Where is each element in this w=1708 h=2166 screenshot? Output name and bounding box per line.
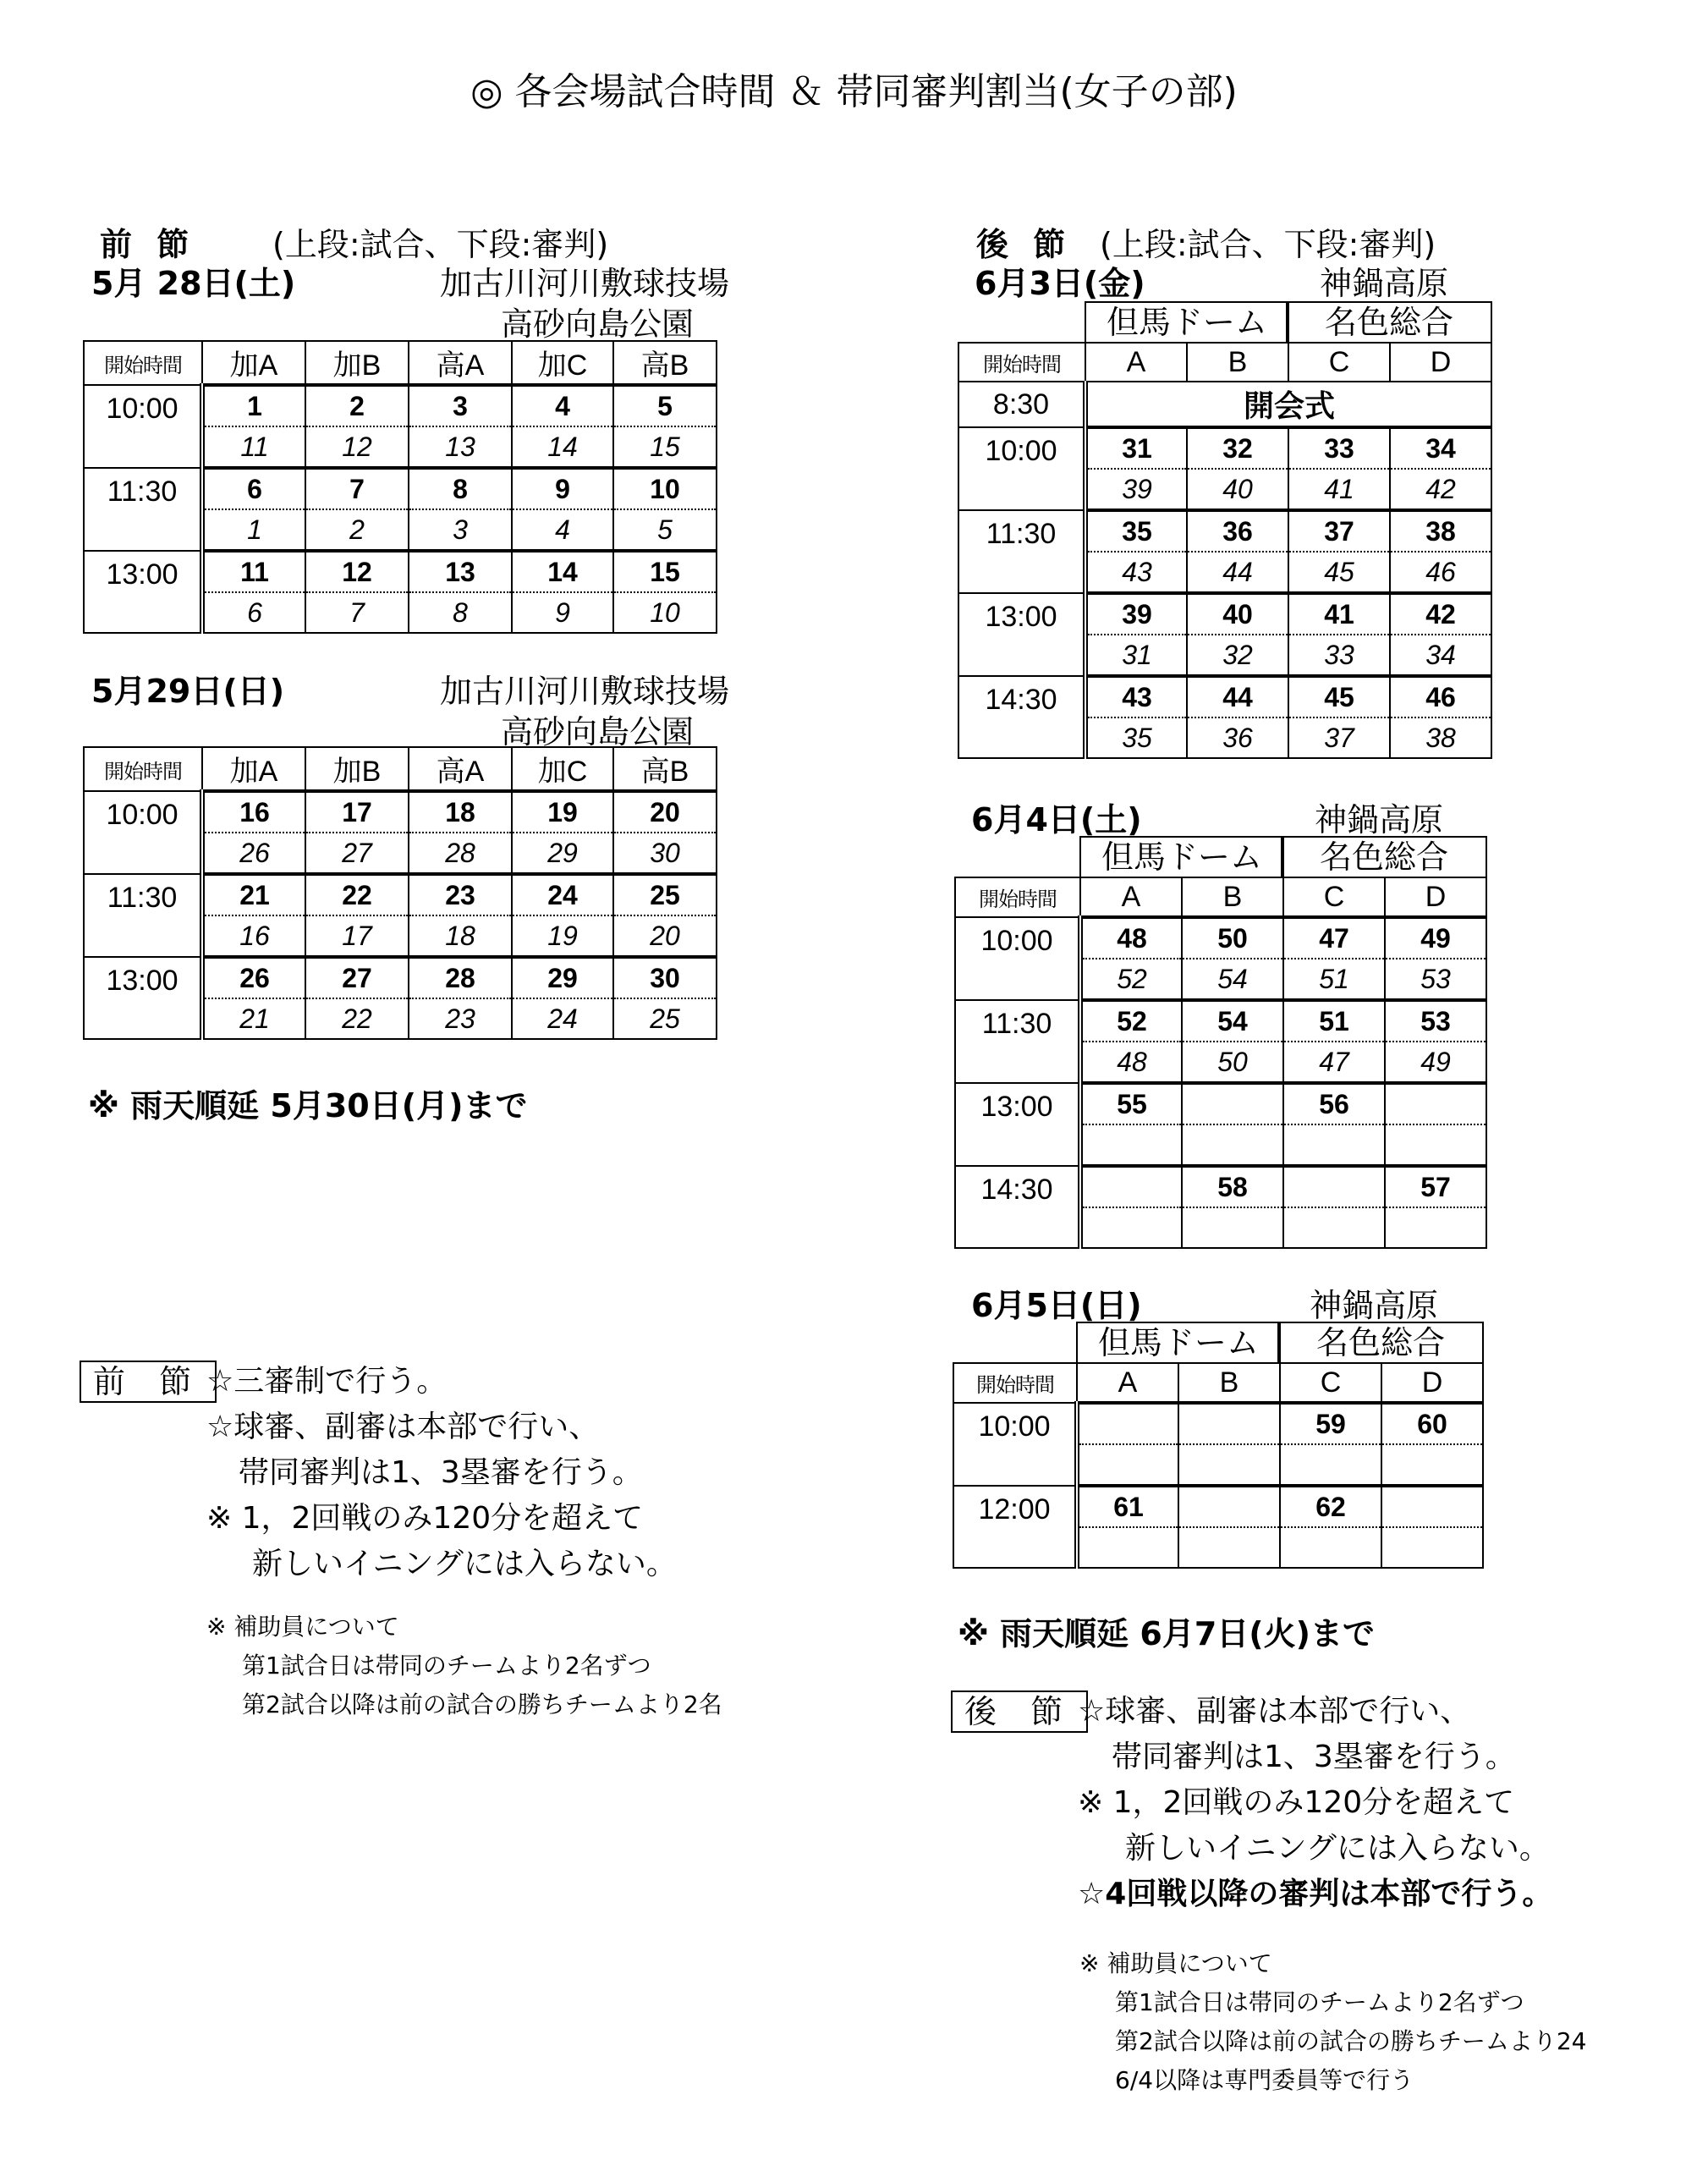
ref-cell [1080, 1124, 1182, 1166]
game-cell: 21 [202, 874, 305, 915]
ref-cell [1280, 1527, 1381, 1568]
kousetsu-day3-venue: 神鍋高原 [1310, 1287, 1439, 1324]
game-cell: 32 [1187, 427, 1288, 469]
venue-header-meishiki: 名色総合 [1286, 301, 1492, 342]
ref-cell: 46 [1390, 552, 1491, 593]
game-cell: 38 [1390, 510, 1491, 552]
game-cell: 54 [1182, 1000, 1283, 1042]
ref-cell [1178, 1527, 1280, 1568]
zensetsu-day1-venue2: 高砂向島公園 [501, 305, 695, 343]
game-cell: 51 [1283, 1000, 1385, 1042]
zensetsu-assist: 第2試合以降は前の試合の勝ちチームより2名 [242, 1690, 722, 1718]
game-cell: 20 [613, 791, 717, 833]
game-cell [1077, 1403, 1178, 1444]
zensetsu-note: (上段:試合、下段:審判) [272, 226, 609, 263]
time-cell: 10:00 [955, 917, 1080, 1000]
game-cell [1182, 1083, 1283, 1124]
ref-cell: 3 [409, 509, 512, 551]
kousetsu-day1-date: 6月3日(金) [975, 265, 1145, 302]
ref-cell: 50 [1182, 1042, 1283, 1083]
ref-cell: 19 [512, 915, 613, 957]
ref-cell: 25 [613, 998, 717, 1039]
zensetsu-label: 前 節 [80, 1361, 217, 1403]
header-start-time: 開始時間 [958, 343, 1085, 382]
ref-cell: 22 [305, 998, 409, 1039]
header-field: D [1385, 877, 1486, 917]
game-cell: 43 [1085, 676, 1187, 717]
ref-cell: 26 [202, 833, 305, 874]
game-cell: 2 [305, 385, 409, 426]
game-cell: 10 [613, 468, 717, 509]
game-cell: 57 [1385, 1166, 1486, 1207]
header-field: C [1283, 877, 1385, 917]
time-cell: 11:30 [958, 510, 1085, 593]
header-field: C [1288, 343, 1390, 382]
game-cell: 7 [305, 468, 409, 509]
game-cell: 40 [1187, 593, 1288, 635]
game-cell: 15 [613, 551, 717, 592]
game-cell: 1 [202, 385, 305, 426]
game-cell: 24 [512, 874, 613, 915]
kousetsu-label: 後 節 [951, 1690, 1088, 1733]
ref-cell [1077, 1527, 1178, 1568]
header-field: B [1178, 1363, 1280, 1403]
game-cell: 50 [1182, 917, 1283, 959]
ref-cell: 23 [409, 998, 512, 1039]
ref-cell: 27 [305, 833, 409, 874]
game-cell: 62 [1280, 1486, 1381, 1527]
page-title: ◎ 各会場試合時間 ＆ 帯同審判割当(女子の部) [470, 70, 1238, 113]
kousetsu-rule: ☆4回戦以降の審判は本部で行う。 [1078, 1877, 1553, 1911]
kousetsu-heading: 後 節 [976, 226, 1073, 263]
game-cell [1080, 1166, 1182, 1207]
game-cell: 13 [409, 551, 512, 592]
game-cell: 35 [1085, 510, 1187, 552]
ref-cell: 33 [1288, 635, 1390, 676]
game-cell: 41 [1288, 593, 1390, 635]
ref-cell [1182, 1207, 1283, 1248]
header-start-time: 開始時間 [955, 877, 1080, 917]
kousetsu-day1-venue: 神鍋高原 [1320, 265, 1449, 302]
venue-header-meishiki: 名色総合 [1277, 1322, 1484, 1362]
game-cell: 30 [613, 957, 717, 998]
zensetsu-rule: ☆三審制で行う。 [206, 1364, 448, 1399]
ref-cell: 1 [202, 509, 305, 551]
zensetsu-day2-date: 5月29日(日) [91, 673, 285, 710]
game-cell: 5 [613, 385, 717, 426]
ref-cell: 30 [613, 833, 717, 874]
game-cell: 59 [1280, 1403, 1381, 1444]
header-field: D [1381, 1363, 1483, 1403]
game-cell: 12 [305, 551, 409, 592]
zensetsu-rule: ☆球審、副審は本部で行い、 [206, 1410, 600, 1444]
ref-cell: 39 [1085, 469, 1187, 510]
header-start-time: 開始時間 [84, 341, 202, 385]
game-cell: 55 [1080, 1083, 1182, 1124]
ref-cell: 47 [1283, 1042, 1385, 1083]
game-cell: 22 [305, 874, 409, 915]
time-cell: 11:30 [84, 874, 202, 957]
ref-cell: 40 [1187, 469, 1288, 510]
kousetsu-assist: 6/4以降は専門委員等で行う [1115, 2066, 1414, 2094]
kousetsu-rule: ※ 1，2回戦のみ120分を超えて [1078, 1785, 1515, 1820]
ref-cell [1283, 1207, 1385, 1248]
ref-cell: 21 [202, 998, 305, 1039]
header-field: 高B [613, 341, 717, 385]
ref-cell: 14 [512, 426, 613, 468]
game-cell: 18 [409, 791, 512, 833]
game-cell: 36 [1187, 510, 1288, 552]
time-cell: 11:30 [955, 1000, 1080, 1083]
game-cell: 49 [1385, 917, 1486, 959]
zensetsu-rule: 帯同審判は1、3塁審を行う。 [239, 1455, 643, 1490]
ref-cell: 11 [202, 426, 305, 468]
game-cell: 52 [1080, 1000, 1182, 1042]
time-cell: 10:00 [84, 385, 202, 468]
ref-cell: 20 [613, 915, 717, 957]
header-field: 高A [409, 341, 512, 385]
kousetsu-day2-venue: 神鍋高原 [1315, 801, 1444, 838]
header-field: A [1077, 1363, 1178, 1403]
kousetsu-assist: ※ 補助員について [1079, 1949, 1272, 1977]
ref-cell [1385, 1207, 1486, 1248]
venue-header-tajima: 但馬ドーム [1085, 301, 1289, 342]
game-cell: 37 [1288, 510, 1390, 552]
game-cell: 29 [512, 957, 613, 998]
venue-header-meishiki: 名色総合 [1281, 836, 1487, 877]
ref-cell [1178, 1444, 1280, 1486]
venue-header-tajima: 但馬ドーム [1079, 836, 1284, 877]
game-cell: 61 [1077, 1486, 1178, 1527]
game-cell: 33 [1288, 427, 1390, 469]
time-cell: 13:00 [84, 957, 202, 1039]
kousetsu-day2-table [954, 877, 1487, 1249]
game-cell: 14 [512, 551, 613, 592]
header-field: 加A [202, 747, 305, 791]
game-cell: 8 [409, 468, 512, 509]
game-cell: 28 [409, 957, 512, 998]
game-cell: 53 [1385, 1000, 1486, 1042]
venue-header-tajima: 但馬ドーム [1076, 1322, 1281, 1362]
game-cell: 25 [613, 874, 717, 915]
header-field: 加A [202, 341, 305, 385]
game-cell: 19 [512, 791, 613, 833]
ref-cell: 37 [1288, 717, 1390, 758]
game-cell: 60 [1381, 1403, 1483, 1444]
time-cell: 13:00 [958, 593, 1085, 676]
header-field: B [1187, 343, 1288, 382]
ref-cell: 41 [1288, 469, 1390, 510]
ref-cell: 51 [1283, 959, 1385, 1000]
game-cell: 17 [305, 791, 409, 833]
ref-cell: 15 [613, 426, 717, 468]
game-cell: 4 [512, 385, 613, 426]
ref-cell: 49 [1385, 1042, 1486, 1083]
ref-cell: 18 [409, 915, 512, 957]
game-cell: 39 [1085, 593, 1187, 635]
game-cell [1283, 1166, 1385, 1207]
header-field: D [1390, 343, 1491, 382]
ref-cell [1283, 1124, 1385, 1166]
time-cell: 10:00 [84, 791, 202, 874]
kousetsu-day3-date: 6月5日(日) [971, 1287, 1142, 1324]
ref-cell: 36 [1187, 717, 1288, 758]
header-field: 加C [512, 747, 613, 791]
header-field: 加B [305, 341, 409, 385]
kousetsu-rain-note: ※ 雨天順延 6月7日(火)まで [958, 1615, 1376, 1652]
kousetsu-assist: 第2試合以降は前の試合の勝ちチームより24 [1115, 2027, 1587, 2055]
header-field: C [1280, 1363, 1381, 1403]
game-cell [1381, 1486, 1483, 1527]
kousetsu-rule: ☆球審、副審は本部で行い、 [1078, 1694, 1471, 1729]
ref-cell: 2 [305, 509, 409, 551]
header-start-time: 開始時間 [953, 1363, 1077, 1403]
ref-cell [1080, 1207, 1182, 1248]
game-cell: 47 [1283, 917, 1385, 959]
ref-cell: 9 [512, 592, 613, 633]
game-cell: 3 [409, 385, 512, 426]
header-field: B [1182, 877, 1283, 917]
ref-cell [1280, 1444, 1381, 1486]
zensetsu-day2-table [83, 746, 717, 1040]
game-cell: 31 [1085, 427, 1187, 469]
game-cell [1178, 1403, 1280, 1444]
game-cell: 42 [1390, 593, 1491, 635]
zensetsu-rule: ※ 1，2回戦のみ120分を超えて [206, 1501, 644, 1536]
ref-cell: 29 [512, 833, 613, 874]
game-cell: 56 [1283, 1083, 1385, 1124]
header-field: A [1085, 343, 1187, 382]
game-cell: 46 [1390, 676, 1491, 717]
game-cell [1178, 1486, 1280, 1527]
ref-cell: 42 [1390, 469, 1491, 510]
game-cell: 58 [1182, 1166, 1283, 1207]
time-cell: 12:00 [953, 1486, 1077, 1568]
time-cell: 10:00 [958, 427, 1085, 510]
time-cell: 8:30 [958, 382, 1085, 427]
game-cell: 11 [202, 551, 305, 592]
ref-cell: 13 [409, 426, 512, 468]
ref-cell: 5 [613, 509, 717, 551]
time-cell: 10:00 [953, 1403, 1077, 1486]
zensetsu-day1-table [83, 340, 717, 634]
kousetsu-assist: 第1試合日は帯同のチームより2名ずつ [1115, 1988, 1524, 2016]
game-cell: 27 [305, 957, 409, 998]
header-field: 高A [409, 747, 512, 791]
ref-cell [1077, 1444, 1178, 1486]
game-cell: 26 [202, 957, 305, 998]
zensetsu-day2-venue1: 加古川河川敷球技場 [440, 673, 730, 710]
game-cell: 9 [512, 468, 613, 509]
zensetsu-day1-date: 5月 28日(土) [91, 265, 296, 302]
zensetsu-day2-venue2: 高砂向島公園 [501, 713, 695, 750]
ref-cell: 31 [1085, 635, 1187, 676]
ref-cell: 53 [1385, 959, 1486, 1000]
header-field: 高B [613, 747, 717, 791]
time-cell: 13:00 [955, 1083, 1080, 1166]
kousetsu-rule: 新しいイニングには入らない。 [1125, 1831, 1550, 1866]
ref-cell: 32 [1187, 635, 1288, 676]
ref-cell [1381, 1527, 1483, 1568]
ref-cell: 17 [305, 915, 409, 957]
game-cell: 48 [1080, 917, 1182, 959]
zensetsu-day1-venue1: 加古川河川敷球技場 [440, 265, 730, 302]
ref-cell: 28 [409, 833, 512, 874]
ref-cell [1182, 1124, 1283, 1166]
ref-cell: 35 [1085, 717, 1187, 758]
ref-cell: 45 [1288, 552, 1390, 593]
ref-cell: 4 [512, 509, 613, 551]
opening-ceremony: 開会式 [1085, 382, 1491, 427]
header-field: 加C [512, 341, 613, 385]
ref-cell: 8 [409, 592, 512, 633]
ref-cell: 38 [1390, 717, 1491, 758]
header-start-time: 開始時間 [84, 747, 202, 791]
zensetsu-rain-note: ※ 雨天順延 5月30日(月)まで [88, 1087, 528, 1124]
ref-cell: 6 [202, 592, 305, 633]
ref-cell: 54 [1182, 959, 1283, 1000]
zensetsu-assist: ※ 補助員について [206, 1613, 399, 1641]
ref-cell: 7 [305, 592, 409, 633]
game-cell: 16 [202, 791, 305, 833]
time-cell: 14:30 [955, 1166, 1080, 1248]
kousetsu-note: (上段:試合、下段:審判) [1100, 226, 1436, 263]
zensetsu-rule: 新しいイニングには入らない。 [252, 1547, 677, 1581]
game-cell: 6 [202, 468, 305, 509]
time-cell: 11:30 [84, 468, 202, 551]
ref-cell: 24 [512, 998, 613, 1039]
time-cell: 13:00 [84, 551, 202, 633]
game-cell: 23 [409, 874, 512, 915]
ref-cell: 44 [1187, 552, 1288, 593]
time-cell: 14:30 [958, 676, 1085, 758]
zensetsu-heading: 前 節 [100, 226, 196, 263]
header-field: A [1080, 877, 1182, 917]
game-cell: 44 [1187, 676, 1288, 717]
ref-cell [1385, 1124, 1486, 1166]
ref-cell: 52 [1080, 959, 1182, 1000]
header-field: 加B [305, 747, 409, 791]
kousetsu-day1-table [958, 342, 1492, 759]
ref-cell [1381, 1444, 1483, 1486]
kousetsu-day3-table [953, 1362, 1484, 1569]
ref-cell: 43 [1085, 552, 1187, 593]
kousetsu-day2-date: 6月4日(土) [971, 801, 1142, 838]
zensetsu-assist: 第1試合日は帯同のチームより2名ずつ [242, 1652, 651, 1679]
game-cell: 45 [1288, 676, 1390, 717]
ref-cell: 12 [305, 426, 409, 468]
kousetsu-rule: 帯同審判は1、3塁審を行う。 [1112, 1740, 1516, 1774]
ref-cell: 48 [1080, 1042, 1182, 1083]
ref-cell: 10 [613, 592, 717, 633]
game-cell: 34 [1390, 427, 1491, 469]
ref-cell: 34 [1390, 635, 1491, 676]
game-cell [1385, 1083, 1486, 1124]
ref-cell: 16 [202, 915, 305, 957]
